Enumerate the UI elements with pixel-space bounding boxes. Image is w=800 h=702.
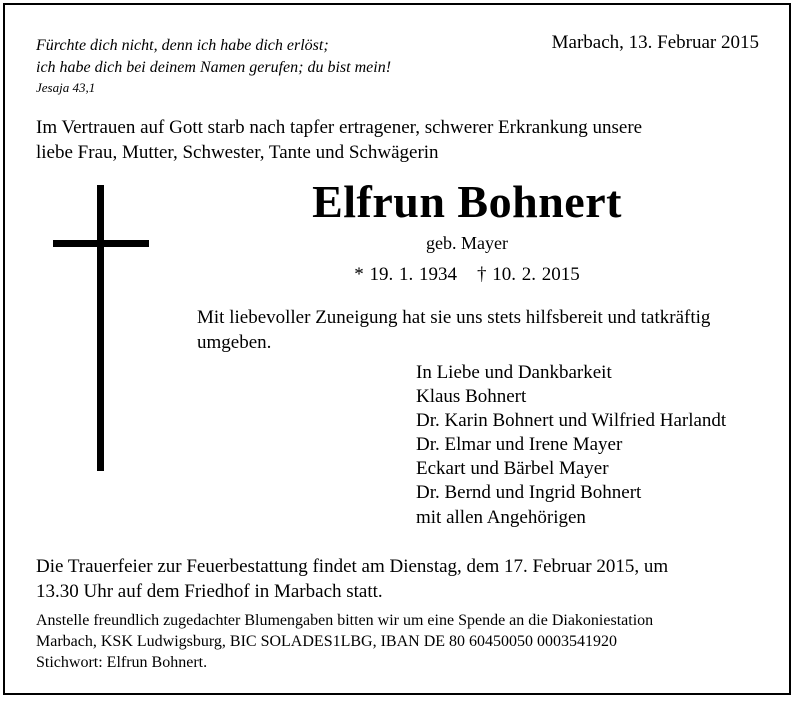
life-dates: [5, 264, 789, 286]
birth-name: geb. Mayer: [426, 233, 508, 253]
mourner-line: Dr. Bernd und Ingrid Bohnert: [416, 482, 642, 504]
donation-info: [36, 610, 653, 673]
place-date: Marbach, 13. Februar 2015: [551, 32, 759, 53]
tribute-line-2: umgeben.: [197, 332, 272, 353]
mourner-line: Eckart und Bärbel Mayer: [416, 458, 609, 480]
mourner-line: mit allen Angehörigen: [416, 506, 586, 528]
donation-line-2: Marbach, KSK Ludwigsburg, BIC SOLADES1LBG, IBAN DE 80 60450050 0003541920: [36, 633, 618, 650]
intro-text: [36, 115, 642, 165]
donation-line-3: Stichwort: Elfrun Bohnert.: [36, 654, 208, 671]
mourner-line: Dr. Karin Bohnert und Wilfried Harlandt: [416, 410, 727, 432]
deceased-name: Elfrun Bohnert: [312, 176, 622, 227]
service-info: [36, 554, 668, 604]
bible-verse: [36, 35, 391, 96]
service-line-1: Die Trauerfeier zur Feuerbestattung findet am Dienstag, dem 17. Februar 2015, um: [36, 556, 669, 577]
tribute-line-1: Mit liebevoller Zuneigung hat sie uns stets hilfsbereit und tatkräftig: [197, 307, 711, 328]
service-line-2: 13.30 Uhr auf dem Friedhof in Marbach statt.: [36, 581, 383, 602]
intro-line-2: liebe Frau, Mutter, Schwester, Tante und Schwägerin: [36, 142, 439, 163]
mourner-line: Klaus Bohnert: [416, 386, 527, 408]
death-date: † 10. 2. 2015: [477, 264, 580, 285]
mourners-list: [416, 361, 726, 530]
birth-date: * 19. 1. 1934: [354, 264, 457, 285]
mourner-line: Dr. Elmar und Irene Mayer: [416, 434, 623, 456]
tribute-text: [197, 305, 710, 355]
donation-line-1: Anstelle freundlich zugedachter Blumengaben bitten wir um eine Spende an die Diakoniestation: [36, 612, 654, 629]
obituary-notice: [3, 3, 791, 695]
verse-line-2: ich habe dich bei deinem Namen gerufen; du bist mein!: [36, 59, 392, 76]
mourner-line: In Liebe und Dankbarkeit: [416, 362, 612, 383]
verse-line-1: Fürchte dich nicht, denn ich habe dich erlöst;: [36, 37, 329, 54]
intro-line-1: Im Vertrauen auf Gott starb nach tapfer ertragener, schwerer Erkrankung unsere: [36, 117, 643, 138]
verse-reference: Jesaja 43,1: [36, 80, 96, 95]
